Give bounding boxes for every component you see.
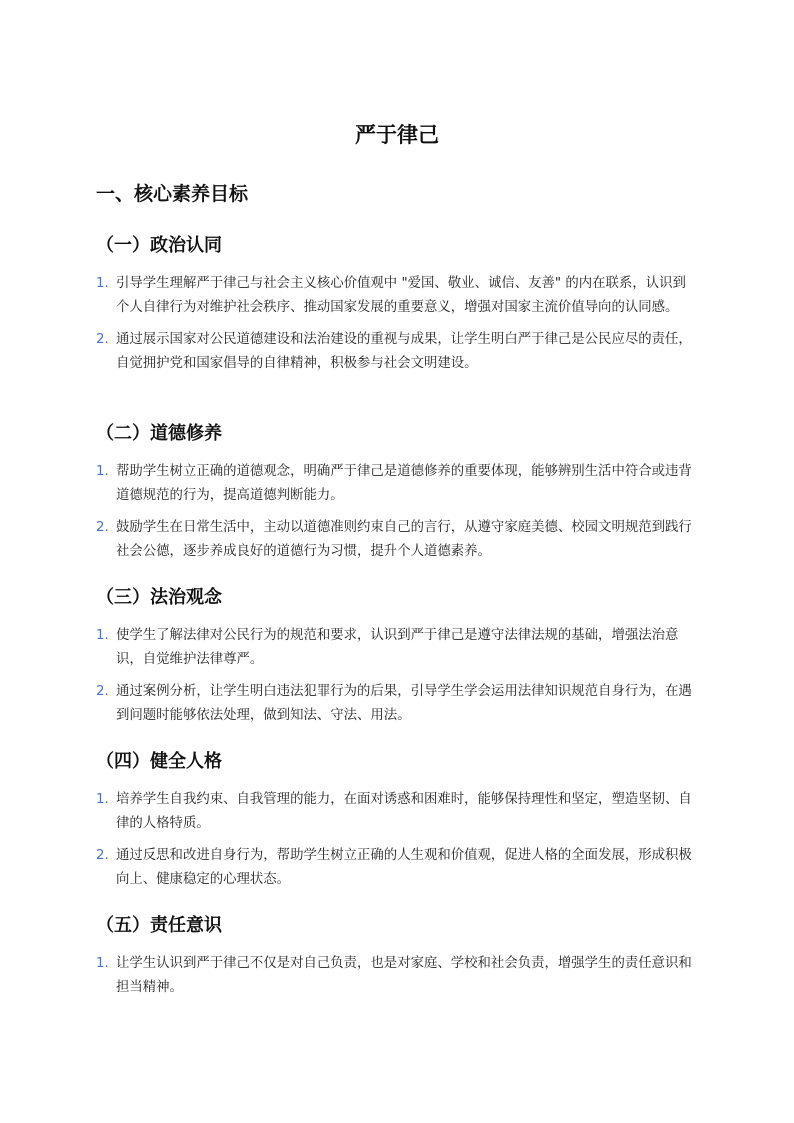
subsection-heading-responsibility: （五）责任意识 [96,915,222,936]
list-item [96,844,696,892]
list-item-text: 帮助学生树立正确的道德观念，明确严于律己是道德修养的重要体现，能够辨别生活中符合或违背道德规范的行为，提高道德判断能力。 [116,464,692,503]
list-item [96,460,696,508]
list-item-number: 2. [96,332,109,347]
subsection-list-personality [96,788,696,900]
list-item-text: 鼓励学生在日常生活中，主动以道德准则约束自己的言行，从遵守家庭美德、校园文明规范到践行社会公德，逐步养成良好的道德行为习惯，提升个人道德素养。 [116,520,692,559]
subsection-heading-morality: （二）道德修养 [96,423,222,444]
subsection-list-morality [96,460,696,572]
subsection-list-political [96,272,696,384]
list-item-number: 2. [96,520,109,535]
list-item-text: 培养学生自我约束、自我管理的能力，在面对诱惑和困难时，能够保持理性和坚定，塑造坚韧、自律的人格特质。 [116,792,692,831]
list-item-text: 通过反思和改进自身行为，帮助学生树立正确的人生观和价值观，促进人格的全面发展，形成积极向上、健康稳定的心理状态。 [116,848,692,887]
subsection-list-law [96,624,696,736]
list-item [96,328,696,376]
list-item-text: 通过展示国家对公民道德建设和法治建设的重视与成果，让学生明白严于律己是公民应尽的责任，自觉拥护党和国家倡导的自律精神，积极参与社会文明建设。 [116,332,692,371]
list-item-number: 1. [96,276,109,291]
list-item-number: 1. [96,464,109,479]
list-item [96,272,696,320]
list-item [96,788,696,836]
list-item-number: 1. [96,792,109,807]
list-item-text: 使学生了解法律对公民行为的规范和要求，认识到严于律己是遵守法律法规的基础，增强法治意识，自觉维护法律尊严。 [116,628,679,667]
list-item-number: 2. [96,848,109,863]
list-item-text: 让学生认识到严于律己不仅是对自己负责，也是对家庭、学校和社会负责，增强学生的责任意识和担当精神。 [116,956,692,995]
subsection-heading-personality: （四）健全人格 [96,751,222,772]
document-title: 严于律己 [355,123,439,147]
list-item-number: 1. [96,956,109,971]
list-item-text: 引导学生理解严于律己与社会主义核心价值观中 "爱国、敬业、诚信、友善" 的内在联系，认识到个人自律行为对维护社会秩序、推动国家发展的重要意义，增强对国家主流价值导向的认同感。 [116,276,686,315]
list-item-number: 2. [96,684,109,699]
list-item [96,624,696,672]
list-item [96,516,696,564]
subsection-list-responsibility [96,952,696,1008]
subsection-heading-law: （三）法治观念 [96,587,222,608]
list-item-text: 通过案例分析，让学生明白违法犯罪行为的后果，引导学生学会运用法律知识规范自身行为，在遇到问题时能够依法处理，做到知法、守法、用法。 [116,684,692,723]
subsection-heading-political: （一）政治认同 [96,235,222,256]
section-heading: 一、核心素养目标 [96,183,249,205]
list-item [96,680,696,728]
list-item-number: 1. [96,628,109,643]
list-item [96,952,696,1000]
